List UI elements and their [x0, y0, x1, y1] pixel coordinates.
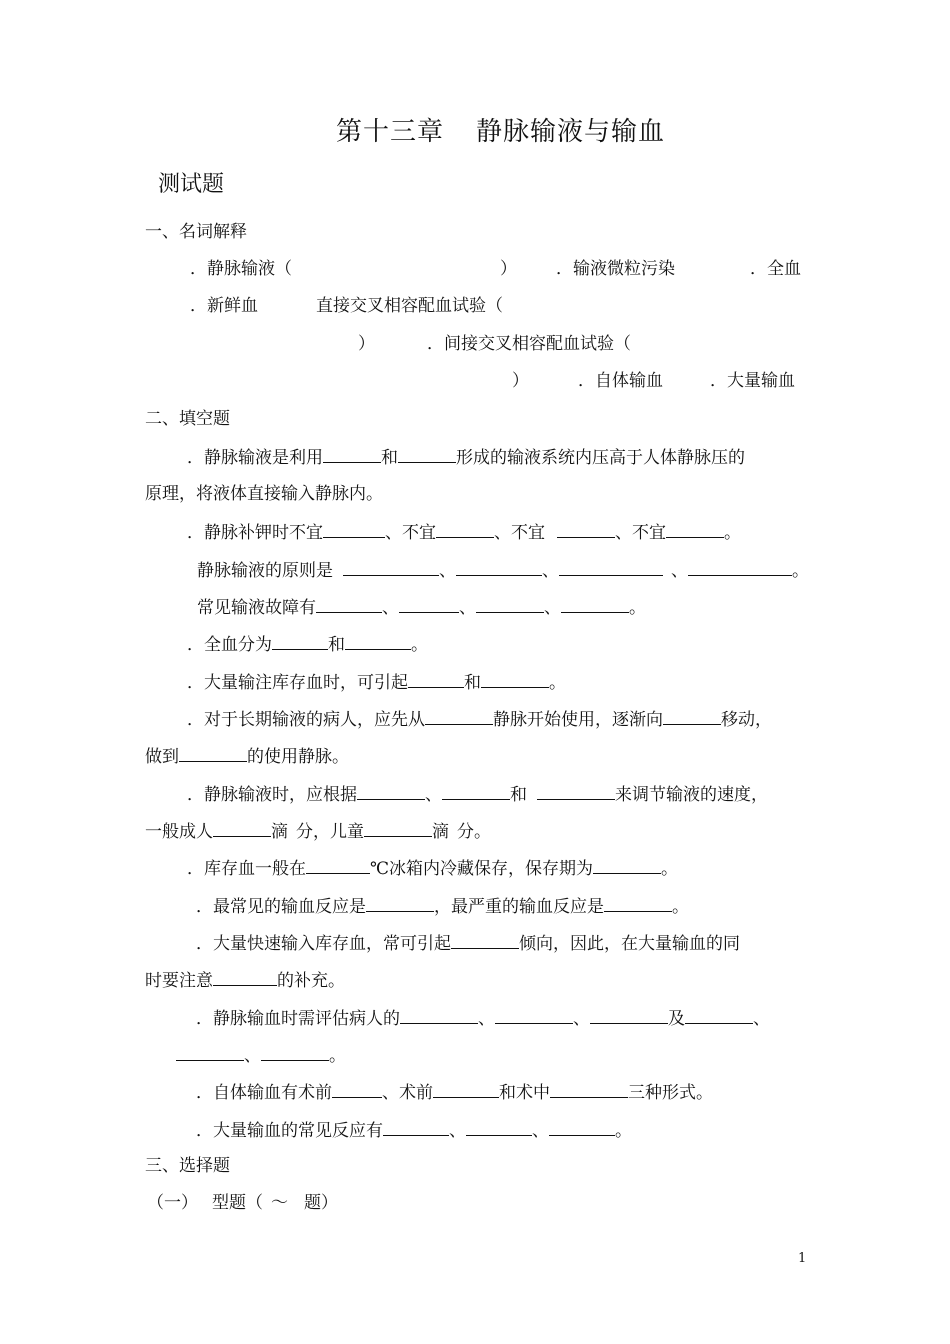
answer-blank[interactable]	[366, 895, 434, 912]
page-number: 1	[798, 1251, 807, 1266]
answer-blank[interactable]	[323, 521, 385, 538]
answer-blank[interactable]	[537, 783, 615, 800]
fill-question: ．库存血一般在 ℃冰箱内冷藏保存，保存期为 。	[187, 859, 679, 879]
answer-blank[interactable]	[559, 559, 663, 576]
answer-blank[interactable]	[398, 446, 456, 463]
answer-blank[interactable]	[306, 857, 370, 874]
answer-blank[interactable]	[408, 671, 464, 688]
answer-blank[interactable]	[495, 1007, 573, 1024]
chapter-number: 第十三章	[336, 117, 445, 147]
answer-blank[interactable]	[383, 1119, 449, 1136]
fill-question: 常见输液故障有 、 、 、 。	[197, 598, 646, 618]
answer-blank[interactable]	[466, 1119, 532, 1136]
fill-question: 静脉输液的原则是 、 、 、 。	[197, 561, 809, 581]
answer-blank[interactable]	[685, 1007, 753, 1024]
answer-blank[interactable]	[433, 1081, 499, 1098]
term-text: ．新鲜血	[190, 296, 258, 316]
answer-blank[interactable]	[604, 895, 672, 912]
fill-question: ．大量快速输入库存血，常可引起 倾向，因此，在大量输血的同	[196, 934, 740, 954]
chapter-name: 静脉输液与输血	[476, 117, 666, 147]
answer-blank[interactable]	[213, 820, 271, 837]
fill-question-cont: 一般成人 滴 分，儿童 滴 分。	[145, 822, 491, 842]
term-text: ．间接交叉相容配血试验（	[427, 334, 631, 354]
fill-question-cont: 做到 的使用静脉。	[145, 747, 349, 767]
answer-blank[interactable]	[688, 559, 792, 576]
answer-blank[interactable]	[261, 1044, 329, 1061]
section-heading: 三、选择题	[145, 1156, 230, 1176]
answer-blank[interactable]	[456, 559, 542, 576]
fill-question: ．静脉输液时，应根据 、 和 来调节输液的速度，	[187, 785, 768, 805]
answer-blank[interactable]	[436, 521, 494, 538]
answer-blank[interactable]	[343, 559, 439, 576]
answer-blank[interactable]	[549, 1119, 615, 1136]
fill-question: ．对于长期输液的病人，应先从 静脉开始使用，逐渐向 移动，	[187, 710, 772, 730]
answer-blank[interactable]	[399, 596, 459, 613]
fill-question-cont: 时要注意 的补充。	[145, 971, 345, 991]
answer-blank[interactable]	[345, 633, 411, 650]
answer-blank[interactable]	[442, 783, 510, 800]
term-text: 直接交叉相容配血试验（	[316, 296, 503, 316]
choice-intro: （一） 型题（ ～ 题）	[147, 1193, 338, 1213]
fill-question: ．静脉输液是利用 和 形成的输液系统内压高于人体静脉压的	[187, 448, 745, 468]
answer-blank[interactable]	[476, 596, 544, 613]
term-text: ．输液微粒污染	[556, 259, 675, 279]
fill-question: ．全血分为 和 。	[187, 635, 428, 655]
fill-question: ．最常见的输血反应是 ，最严重的输血反应是 。	[196, 897, 689, 917]
answer-blank[interactable]	[666, 521, 724, 538]
answer-blank[interactable]	[561, 596, 629, 613]
term-text: ．静脉输液（	[190, 259, 292, 279]
page-title	[336, 116, 665, 148]
term-close: ）	[358, 334, 375, 354]
answer-blank[interactable]	[176, 1044, 244, 1061]
term-text: ．大量输血	[710, 371, 795, 391]
fill-question: ．静脉输血时需评估病人的 、 、 及 、	[196, 1009, 770, 1029]
term-close: ）	[512, 371, 529, 391]
answer-blank[interactable]	[364, 820, 432, 837]
fill-question: ．静脉补钾时不宜 、不宜 、不宜 、不宜 。	[187, 523, 741, 543]
term-close: ）	[500, 259, 517, 279]
answer-blank[interactable]	[323, 446, 381, 463]
term-text: ．全血	[750, 259, 801, 279]
answer-blank[interactable]	[316, 596, 382, 613]
section-heading: 一、名词解释	[145, 222, 247, 242]
answer-blank[interactable]	[332, 1081, 382, 1098]
term-line	[190, 259, 292, 279]
fill-question: ．自体输血有术前 、术前 和术中 三种形式。	[196, 1083, 713, 1103]
subtitle: 测试题	[158, 172, 225, 197]
answer-blank[interactable]	[179, 745, 247, 762]
answer-blank[interactable]	[213, 969, 277, 986]
answer-blank[interactable]	[590, 1007, 668, 1024]
fill-question-cont: 原理，将液体直接输入静脉内。	[145, 484, 383, 504]
answer-blank[interactable]	[593, 857, 661, 874]
answer-blank[interactable]	[663, 708, 721, 725]
answer-blank[interactable]	[357, 783, 425, 800]
fill-question: ．大量输注库存血时，可引起 和 。	[187, 673, 566, 693]
answer-blank[interactable]	[425, 708, 493, 725]
answer-blank[interactable]	[557, 521, 615, 538]
term-text: ．自体输血	[578, 371, 663, 391]
section-heading: 二、填空题	[145, 409, 230, 429]
answer-blank[interactable]	[550, 1081, 628, 1098]
fill-question-cont: 、 。	[176, 1044, 346, 1066]
answer-blank[interactable]	[481, 671, 549, 688]
answer-blank[interactable]	[451, 932, 519, 949]
answer-blank[interactable]	[272, 633, 328, 650]
fill-question: ．大量输血的常见反应有 、 、 。	[196, 1121, 632, 1141]
answer-blank[interactable]	[400, 1007, 478, 1024]
